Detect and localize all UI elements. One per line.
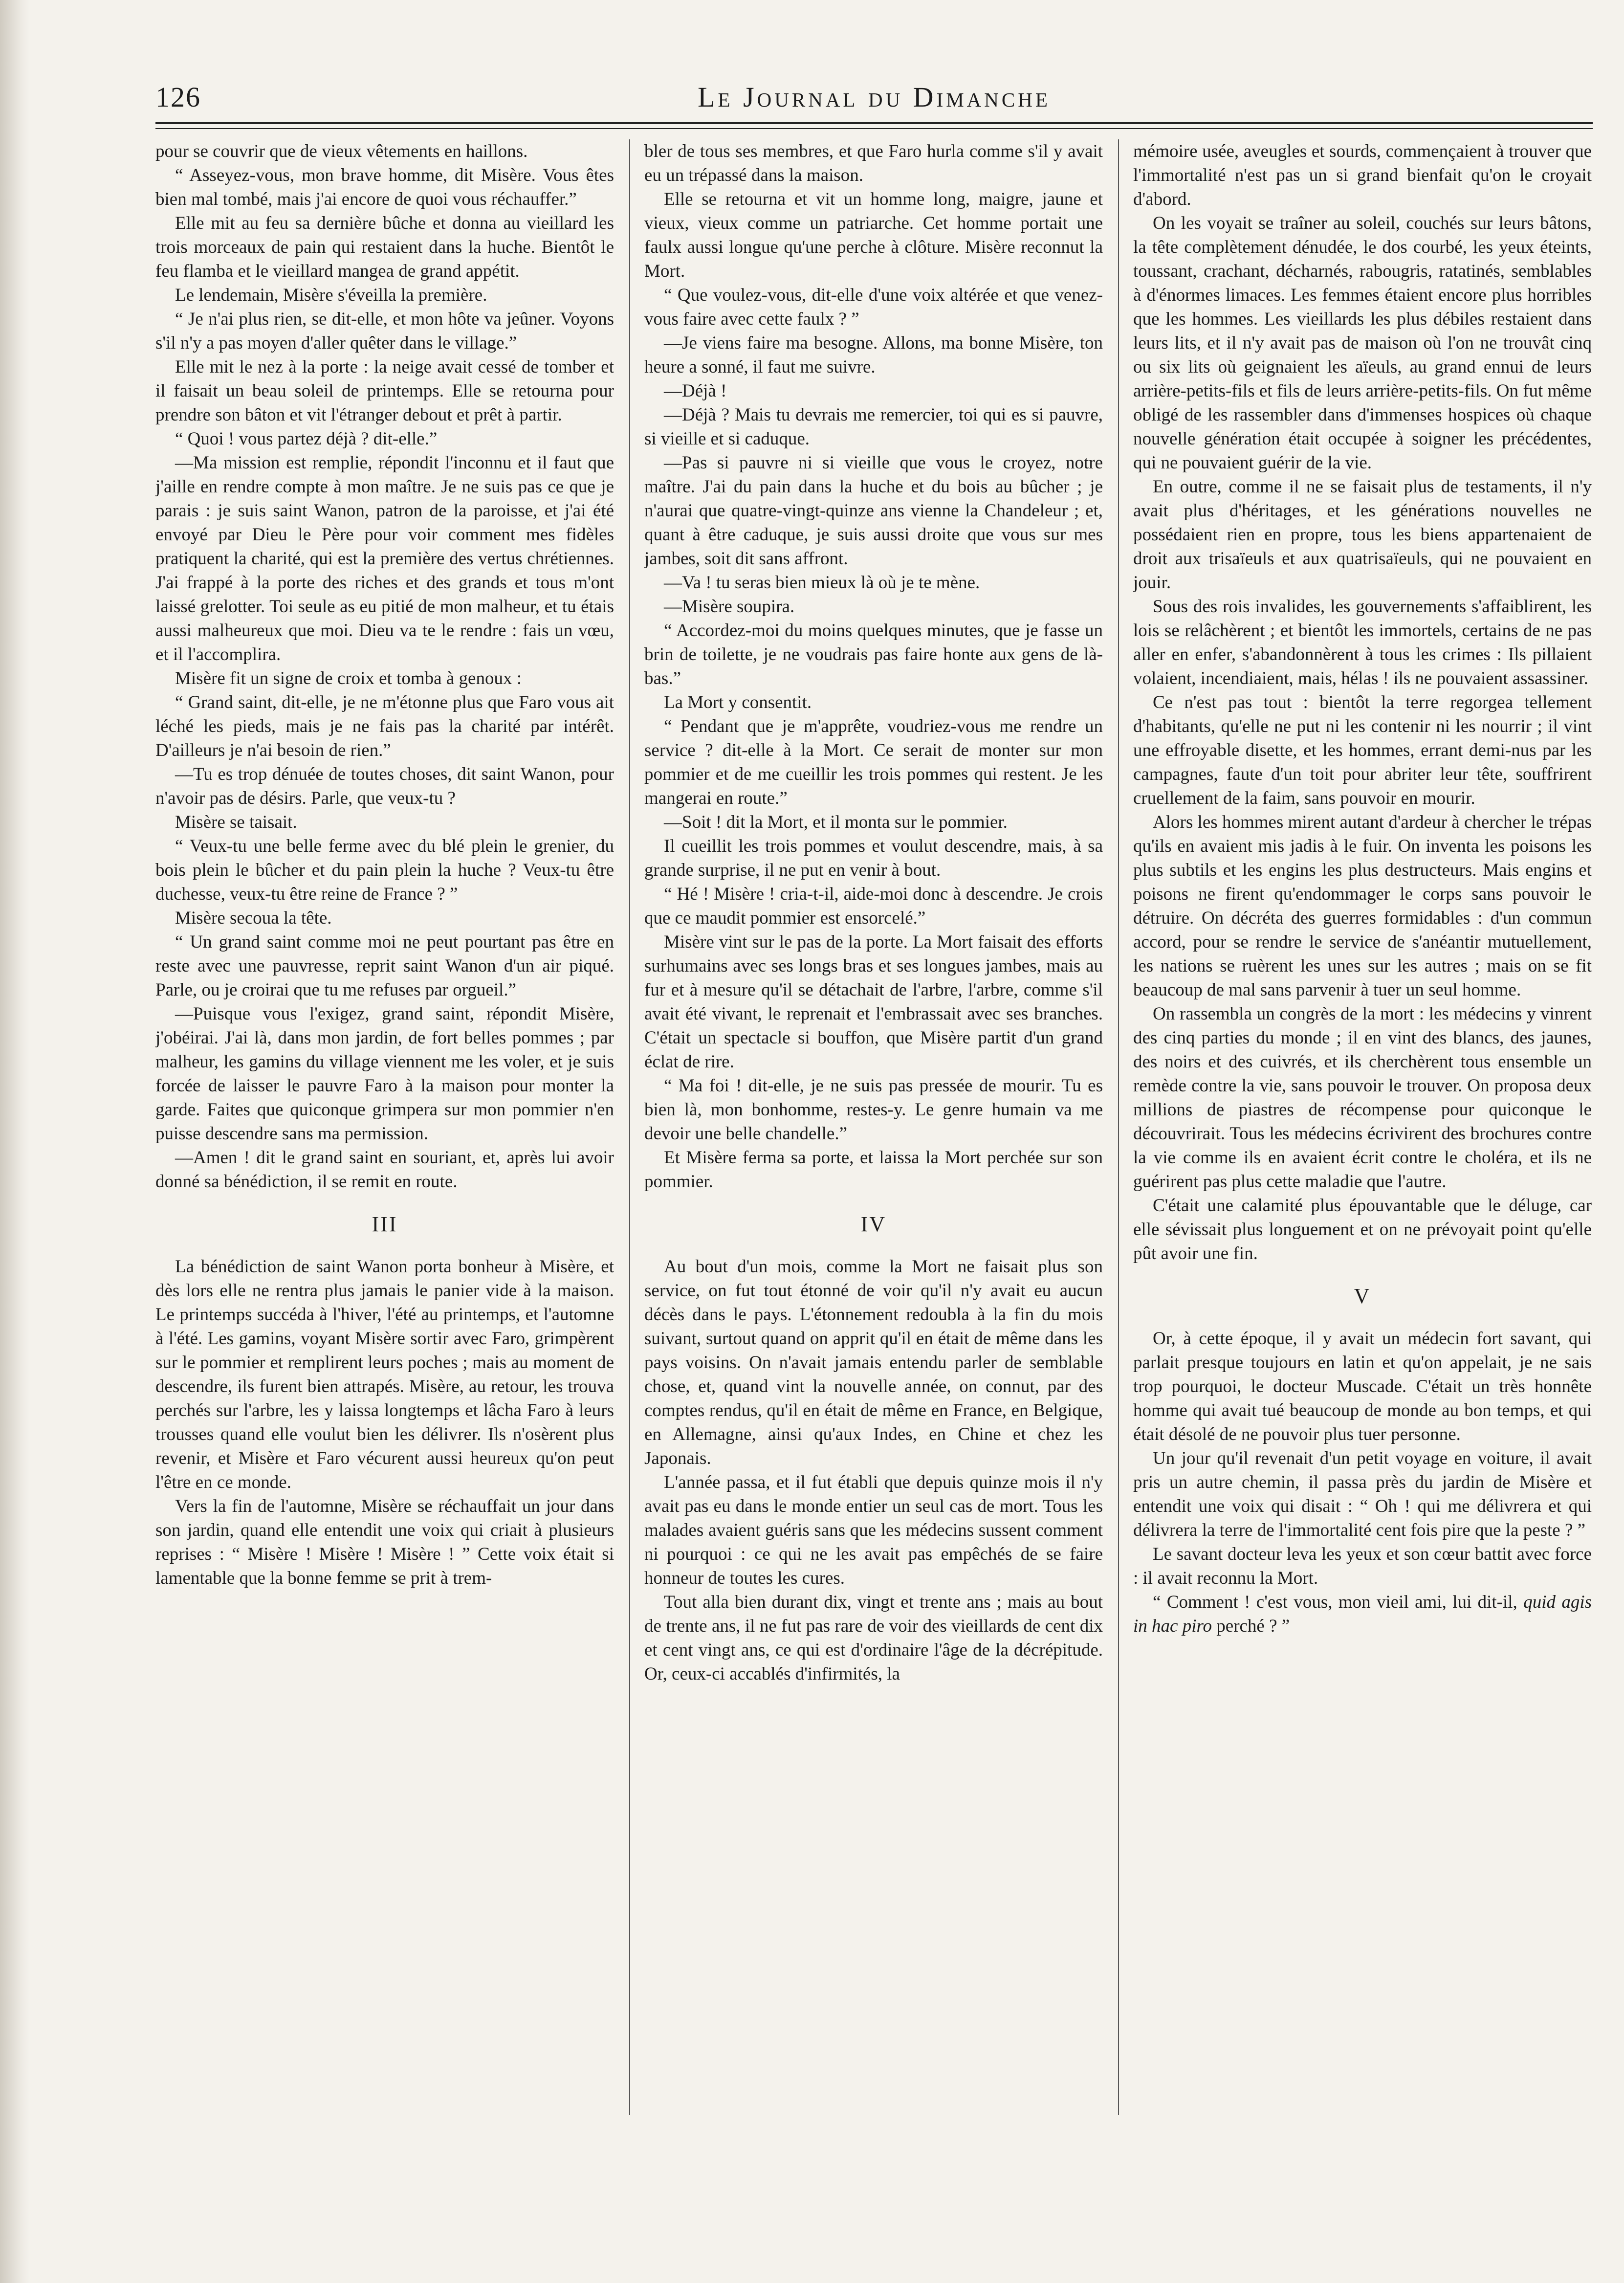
paragraph: —Pas si pauvre ni si vieille que vous le croyez, notre maître. J'ai du pain dans la huche et du bois au bûcher ; je n'aurai que quatre-vingt-quinze ans vienne la Chandeleur ; et, quant à être caduque, je suis aussi droite que vous sur mes jambes, soit dit sans affront.: [644, 453, 1103, 569]
paragraph: En outre, comme il ne se faisait plus de testaments, il n'y avait plus d'héritages, et les générations nouvelles ne possédaient rien en propre, tous les biens appartenaient de droit aux trisaïeuls et aux quatrisaïeuls, qui ne pouvaient en jouir.: [1133, 477, 1592, 593]
paragraph: Elle se retourna et vit un homme long, maigre, jaune et vieux, vieux comme un patriarche. Cet homme portait une faulx aussi longue qu'une perche à clôture. Misère reconnut la Mort.: [644, 189, 1103, 281]
paragraph: Misère secoua la tête.: [175, 908, 332, 928]
paragraph: bler de tous ses membres, et que Faro hurla comme s'il y avait eu un trépassé dans la maison.: [644, 141, 1103, 185]
column-divider: [1118, 139, 1119, 2115]
paragraph: “ Je n'ai plus rien, se dit-elle, et mon hôte va jeûner. Voyons s'il n'y a pas moyen d'aller quêter dans le village.”: [155, 309, 614, 353]
paragraph: “ Un grand saint comme moi ne peut pourtant pas être en reste avec une pauvresse, reprit saint Wanon d'un air piqué. Parle, ou je croirai que tu me refuses par orgueil.”: [155, 932, 614, 1000]
paragraph: L'année passa, et il fut établi que depuis quinze mois il n'y avait pas eu dans le monde entier un seul cas de mort. Tous les malades avaient guéris sans que les médecins sussent comment ni pourquoi : ce qui ne les avait pas empêchés de se faire honneur de toutes les cures.: [644, 1472, 1103, 1588]
paragraph: Misère vint sur le pas de la porte. La Mort faisait des efforts surhumains avec ses longs bras et ses longues jambes, mais au fur et à mesure qu'il se détachait de l'arbre, l'arbre, comme s'il avait été vivant, le reprenait et l'embrassait avec ses branches. C'était un spectacle si bouffon, que Misère partit d'un grand éclat de rire.: [644, 932, 1103, 1072]
paragraph: Tout alla bien durant dix, vingt et trente ans ; mais au bout de trente ans, il ne fut pas rare de voir des vieillards de cent dix et cent vingt ans, ce qui est d'ordinaire l'âge de la décrépitude. Or, ceux-ci accablés d'infirmités, la: [644, 1592, 1103, 1684]
paragraph: “ Ma foi ! dit-elle, je ne suis pas pressée de mourir. Tu es bien là, mon bonhomme, restes-y. Le genre humain va me devoir une belle chandelle.”: [644, 1076, 1103, 1144]
paragraph: Or, à cette époque, il y avait un médecin fort savant, qui parlait presque toujours en latin et qu'on appelait, je ne sais trop pourquoi, le docteur Muscade. C'était un très honnête homme qui avait tué beaucoup de monde au bon temps, et qui était désolé de ne pouvoir plus tuer personne.: [1133, 1329, 1592, 1444]
paragraph: “ Pendant que je m'apprête, voudriez-vous me rendre un service ? dit-elle à la Mort. Ce serait de monter sur mon pommier et de me cueillir les trois pommes qui restent. Je les mangerai en route.”: [644, 716, 1103, 808]
paragraph: Et Misère ferma sa porte, et laissa la Mort perchée sur son pommier.: [644, 1148, 1103, 1192]
paragraph: —Misère soupira.: [664, 597, 795, 617]
paragraph: —Va ! tu seras bien mieux là où je te mène.: [664, 573, 980, 593]
paragraph: —Déjà ? Mais tu devrais me remercier, toi qui es si pauvre, si vieille et si caduque.: [644, 405, 1103, 449]
header-rule-thin: [155, 128, 1593, 129]
paragraph: Sous des rois invalides, les gouvernements s'affaiblirent, les lois se relâchèrent ; et bientôt les immortels, certains de ne pas aller en enfer, s'abandonnèrent à tous les crimes : Ils pillaient volaient, incendiaient, mais, hélas ! ils ne pouvaient assassiner.: [1133, 597, 1592, 688]
paragraph: “ Que voulez-vous, dit-elle d'une voix altérée et que venez-vous faire avec cette faulx ? ”: [644, 285, 1103, 329]
paragraph: Le lendemain, Misère s'éveilla la première.: [175, 285, 487, 305]
text-column-1: [155, 139, 614, 2125]
page-number: 126: [155, 81, 201, 113]
page-header: [155, 81, 1593, 120]
paragraph: —Je viens faire ma besogne. Allons, ma bonne Misère, ton heure a sonné, il faut me suivre.: [644, 333, 1103, 377]
paragraph: “ Quoi ! vous partez déjà ? dit-elle.”: [175, 429, 438, 449]
text-column-2: [644, 139, 1103, 2125]
paragraph: mémoire usée, aveugles et sourds, commençaient à trouver que l'immortalité n'est pas un si grand bienfait qu'on le croyait d'abord.: [1133, 141, 1592, 209]
paragraph: —Tu es trop dénuée de toutes choses, dit saint Wanon, pour n'avoir pas de désirs. Parle, que veux-tu ?: [155, 764, 614, 808]
text-run: “ Comment ! c'est vous, mon vieil ami, lui dit-il,: [1153, 1592, 1517, 1612]
header-rule-thick: [155, 122, 1593, 124]
page-edge-shadow: [0, 0, 29, 2283]
paragraph: La bénédiction de saint Wanon porta bonheur à Misère, et dès lors elle ne rentra plus jamais le panier vide à la maison. Le printemps succéda à l'hiver, l'été au printemps, et l'automne à l'été. Les gamins, voyant Misère sortir avec Faro, grimpèrent sur le pommier et remplirent leurs poches ; mais au moment de descendre, ils furent bien attrapés. Misère, au retour, les trouva perchés sur l'arbre, les y laissa longtemps et lâcha Faro à leurs trousses quand elle voulut bien les délivrer. Ils n'osèrent plus revenir, et Misère et Faro vécurent aussi heureux qu'on peut l'être en ce monde.: [155, 1257, 614, 1492]
paragraph: La Mort y consentit.: [664, 692, 812, 712]
paragraph: Elle mit au feu sa dernière bûche et donna au vieillard les trois morceaux de pain qui restaient dans la huche. Bientôt le feu flamba et le vieillard mangea de grand appétit.: [155, 213, 614, 281]
paragraph: pour se couvrir que de vieux vêtements en haillons.: [155, 141, 528, 161]
paragraph: “ Accordez-moi du moins quelques minutes, que je fasse un brin de toilette, je ne voudrais pas faire honte aux gens de là-bas.”: [644, 621, 1103, 688]
paragraph: “ Grand saint, dit-elle, je ne m'étonne plus que Faro vous ait léché les pieds, mais je ne fais pas la charité par intérêt. D'ailleurs je n'ai besoin de rien.”: [155, 692, 614, 760]
paragraph: “ Veux-tu une belle ferme avec du blé plein le grenier, du bois plein le bûcher et du pain plein la huche ? Veux-tu être duchesse, veux-tu être reine de France ? ”: [155, 836, 614, 904]
paragraph: Elle mit le nez à la porte : la neige avait cessé de tomber et il faisait un beau soleil de printemps. Elle se retourna pour prendre son bâton et vit l'étranger debout et prêt à partir.: [155, 357, 614, 425]
paragraph: Il cueillit les trois pommes et voulut descendre, mais, à sa grande surprise, il ne put en venir à bout.: [644, 836, 1103, 880]
paragraph: —Amen ! dit le grand saint en souriant, et, après lui avoir donné sa bénédiction, il se remit en route.: [155, 1148, 614, 1192]
paragraph: Vers la fin de l'automne, Misère se réchauffait un jour dans son jardin, quand elle entendit une voix qui criait à plusieurs reprises : “ Misère ! Misère ! Misère ! ” Cette voix était si lamentable que la bonne femme se prit à trem-: [155, 1496, 614, 1588]
paragraph: —Ma mission est remplie, répondit l'inconnu et il faut que j'aille en rendre compte à mon maître. Je ne suis pas ce que je parais : je suis saint Wanon, patron de la paroisse, et j'ai été envoyé par Dieu le Père pour voir comment mes fidèles pratiquent la charité, qui est la première des vertus chrétiennes. J'ai frappé à la porte des riches et des grands et tous m'ont laissé grelotter. Toi seule as eu pitié de mon malheur, et tu étais aussi malheureux que moi. Dieu va te le rendre : fais un vœu, et il l'accomplira.: [155, 453, 614, 665]
paragraph: [1133, 1590, 1592, 1638]
journal-title: Le Journal du Dimanche: [698, 81, 1051, 113]
paragraph: C'était une calamité plus épouvantable que le déluge, car elle sévissait plus longuement et on ne prévoyait point qu'elle pût avoir une fin.: [1133, 1196, 1592, 1263]
latin-phrase: quid agis in hac piro: [1133, 1592, 1592, 1636]
paragraph: —Déjà !: [664, 381, 727, 401]
paragraph: “ Asseyez-vous, mon brave homme, dit Misère. Vous êtes bien mal tombé, mais j'ai encore de quoi vous réchauffer.”: [155, 165, 614, 209]
paragraph: Alors les hommes mirent autant d'ardeur à chercher le trépas qu'ils en avaient mis jadis à le fuir. On inventa les poisons les plus subtils et les engins les plus destructeurs. Mais engins et poisons ne firent qu'endommager le corps sans pouvoir le détruire. On décréta des guerres formidables : d'un commun accord, pour se rendre le service de s'anéantir mutuellement, les nations se ruèrent les unes sur les autres ; mais on se fit beaucoup de mal sans parvenir à tuer un seul homme.: [1133, 812, 1592, 1000]
paragraph: “ Hé ! Misère ! cria-t-il, aide-moi donc à descendre. Je crois que ce maudit pommier est ensorcelé.”: [644, 884, 1103, 928]
section-heading-iii: III: [372, 1212, 398, 1236]
paragraph: Misère se taisait.: [175, 812, 297, 832]
paragraph: Au bout d'un mois, comme la Mort ne faisait plus son service, on fut tout étonné de voir qu'il n'y avait eu aucun décès dans le pays. L'étonnement redoubla à la fin du mois suivant, surtout quand on apprit qu'il en était de même dans les pays voisins. On n'avait jamais entendu parler de semblable chose, et, quand vint la nouvelle année, on connut, par des comptes rendus, qu'il en était de même en France, en Belgique, en Allemagne, ainsi qu'aux Indes, en Chine et chez les Japonais.: [644, 1257, 1103, 1468]
paragraph: —Puisque vous l'exigez, grand saint, répondit Misère, j'obéirai. J'ai là, dans mon jardin, de fort belles pommes ; par malheur, les gamins du village viennent me les voler, et je suis forcée de laisser le pauvre Faro à la maison pour monter la garde. Faites que quiconque grimpera sur mon pommier n'en puisse descendre sans ma permission.: [155, 1004, 614, 1144]
paragraph: —Soit ! dit la Mort, et il monta sur le pommier.: [664, 812, 1008, 832]
paragraph: On les voyait se traîner au soleil, couchés sur leurs bâtons, la tête complètement dénudée, le dos courbé, les yeux éteints, toussant, crachant, décharnés, rabougris, ratatinés, semblables à d'énormes limaces. Les femmes étaient encore plus horribles que les hommes. Les vieillards les plus débiles restaient dans leurs lits, et il n'y avait pas de maison où l'on ne trouvât cinq ou six lits où geignaient les aïeuls, au grand ennui de leurs arrière-petits-fils et fils de leurs arrière-petits-fils. On fut même obligé de les rassembler dans d'immenses hospices où chaque nouvelle génération était occupée à soigner les précédentes, qui ne pouvaient guérir de la vie.: [1133, 213, 1592, 473]
paragraph: On rassembla un congrès de la mort : les médecins y vinrent des cinq parties du monde ; il en vint des blancs, des jaunes, des noirs et des cuivrés, et ils cherchèrent tous ensemble un remède contre la vie, sans pouvoir le trouver. On proposa deux millions de piastres de récompense pour quiconque le découvrirait. Tous les médecins écrivirent des brochures contre la vie comme ils en avaient écrit contre le choléra, et ils ne guérirent pas plus cette maladie que l'autre.: [1133, 1004, 1592, 1192]
column-divider: [629, 139, 630, 2115]
section-heading-v: V: [1354, 1284, 1371, 1308]
section-heading-iv: IV: [860, 1212, 887, 1236]
text-column-3: [1133, 139, 1592, 2125]
paragraph: Le savant docteur leva les yeux et son cœur battit avec force : il avait reconnu la Mort.: [1133, 1544, 1592, 1588]
paragraph: Un jour qu'il revenait d'un petit voyage en voiture, il avait pris un autre chemin, il passa près du jardin de Misère et entendit une voix qui disait : “ Oh ! qui me délivrera et qui délivrera la terre de l'immortalité cent fois pire que la peste ? ”: [1133, 1448, 1592, 1540]
text-run: perché ? ”: [1216, 1616, 1290, 1636]
paragraph: Misère fit un signe de croix et tomba à genoux :: [175, 668, 522, 688]
paragraph: Ce n'est pas tout : bientôt la terre regorgea tellement d'habitants, qu'elle ne put ni les contenir ni les nourrir ; il vint une effroyable disette, et les hommes, errant demi-nus par les campagnes, faute d'un toit pour abriter leur tête, souffrirent cruellement de la faim, sans pouvoir en mourir.: [1133, 692, 1592, 808]
